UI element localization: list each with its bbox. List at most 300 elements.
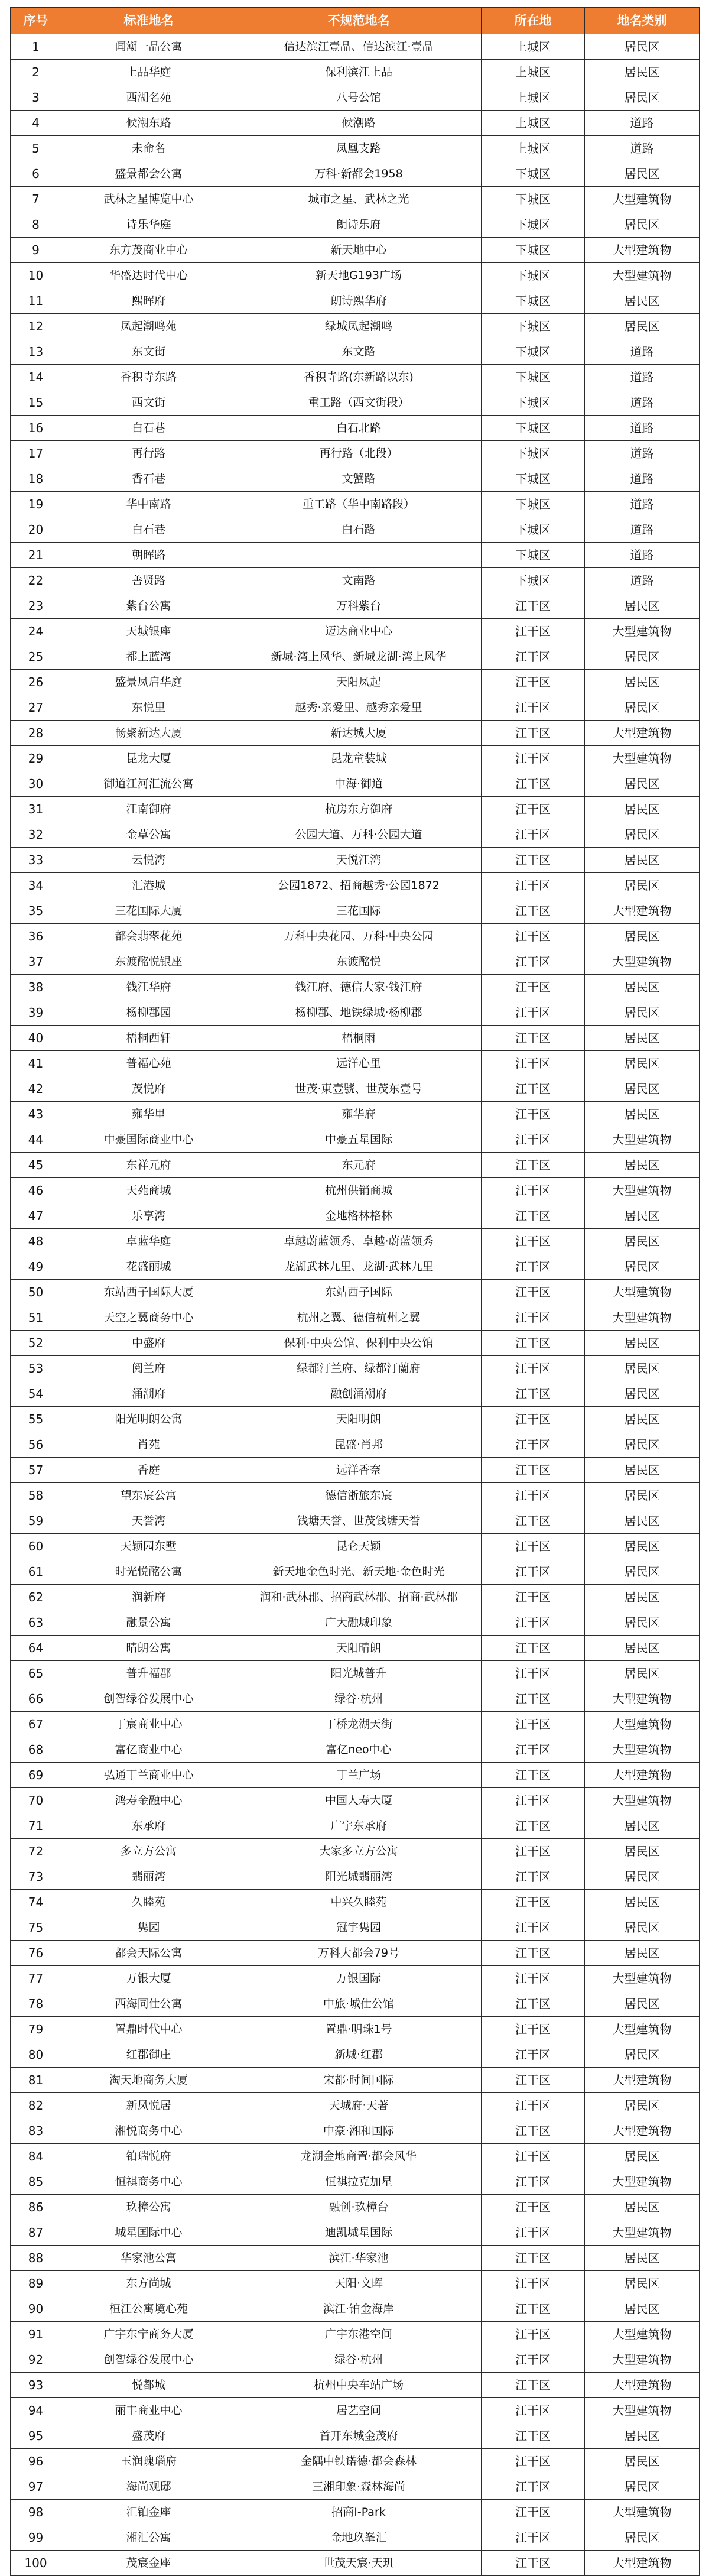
nonstandard-name-cell: 保利·中央公馆、保利中央公馆 — [236, 1331, 482, 1356]
table-row — [11, 568, 700, 593]
standard-name-cell: 东祥元府 — [61, 1153, 236, 1178]
row-index-cell: 17 — [11, 441, 61, 466]
category-cell: 居民区 — [585, 2449, 700, 2474]
standard-name-cell: 鸿寿金融中心 — [61, 1788, 236, 1813]
standard-name-cell: 东悦里 — [61, 695, 236, 721]
category-cell: 道路 — [585, 441, 700, 466]
standard-name-cell: 中盛府 — [61, 1331, 236, 1356]
row-index-cell: 83 — [11, 2118, 61, 2144]
district-cell: 江干区 — [482, 1076, 585, 1102]
category-cell: 大型建筑物 — [585, 949, 700, 975]
category-cell: 居民区 — [585, 314, 700, 339]
standard-name-cell: 未命名 — [61, 136, 236, 161]
row-index-cell: 52 — [11, 1331, 61, 1356]
district-cell: 江干区 — [482, 2118, 585, 2144]
row-index-cell: 86 — [11, 2195, 61, 2220]
table-row — [11, 1407, 700, 1432]
category-cell: 道路 — [585, 111, 700, 136]
standard-name-cell: 铂瑞悦府 — [61, 2144, 236, 2169]
nonstandard-name-cell: 中兴久睦苑 — [236, 1890, 482, 1915]
district-cell: 江干区 — [482, 619, 585, 644]
district-cell: 江干区 — [482, 1991, 585, 2017]
table-row — [11, 1915, 700, 1941]
standard-name-cell: 多立方公寓 — [61, 1839, 236, 1864]
category-cell: 居民区 — [585, 1813, 700, 1839]
standard-name-cell: 普福心苑 — [61, 1051, 236, 1076]
table-row — [11, 1051, 700, 1076]
standard-name-cell: 创智绿谷发展中心 — [61, 2347, 236, 2373]
category-cell: 居民区 — [585, 593, 700, 619]
row-index-cell: 28 — [11, 721, 61, 746]
standard-name-cell: 云悦湾 — [61, 848, 236, 873]
row-index-cell: 56 — [11, 1432, 61, 1458]
standard-name-cell: 阳光明朗公寓 — [61, 1407, 236, 1432]
row-index-cell: 95 — [11, 2423, 61, 2449]
standard-name-cell: 卓蓝华庭 — [61, 1229, 236, 1254]
category-cell: 居民区 — [585, 1051, 700, 1076]
standard-name-cell: 东渡酩悦银座 — [61, 949, 236, 975]
category-cell: 大型建筑物 — [585, 1178, 700, 1203]
district-cell: 江干区 — [482, 2195, 585, 2220]
row-index-cell: 20 — [11, 517, 61, 543]
standard-name-cell: 钱江华府 — [61, 975, 236, 1000]
header-standard-name: 标准地名 — [61, 8, 236, 34]
nonstandard-name-cell: 昆仑天颖 — [236, 1534, 482, 1559]
nonstandard-name-cell: 龙湖武林九里、龙湖·武林九里 — [236, 1254, 482, 1280]
standard-name-cell: 东文街 — [61, 339, 236, 365]
district-cell: 下城区 — [482, 568, 585, 593]
row-index-cell: 93 — [11, 2373, 61, 2398]
category-cell: 居民区 — [585, 924, 700, 949]
standard-name-cell: 天颖园东墅 — [61, 1534, 236, 1559]
nonstandard-name-cell: 天阳明朗 — [236, 1407, 482, 1432]
nonstandard-name-cell: 富亿neo中心 — [236, 1737, 482, 1763]
standard-name-cell: 弘通丁兰商业中心 — [61, 1763, 236, 1788]
standard-name-cell: 汇港城 — [61, 873, 236, 898]
standard-name-cell: 置鼎时代中心 — [61, 2017, 236, 2042]
category-cell: 大型建筑物 — [585, 2068, 700, 2093]
table-row — [11, 1178, 700, 1203]
nonstandard-name-cell: 昆盛·肖邦 — [236, 1432, 482, 1458]
standard-name-cell: 肖苑 — [61, 1432, 236, 1458]
table-row — [11, 136, 700, 161]
category-cell: 居民区 — [585, 1076, 700, 1102]
table-row — [11, 263, 700, 288]
table-row — [11, 1483, 700, 1508]
nonstandard-name-cell: 朗诗熙华府 — [236, 288, 482, 314]
nonstandard-name-cell: 金地格林格林 — [236, 1203, 482, 1229]
nonstandard-name-cell: 新城·湾上风华、新城龙湖·湾上风华 — [236, 644, 482, 670]
district-cell: 江干区 — [482, 1483, 585, 1508]
table-row — [11, 644, 700, 670]
category-cell: 居民区 — [585, 1839, 700, 1864]
nonstandard-name-cell: 城市之星、武林之光 — [236, 187, 482, 212]
row-index-cell: 7 — [11, 187, 61, 212]
table-row — [11, 924, 700, 949]
standard-name-cell: 晴朗公寓 — [61, 1636, 236, 1661]
category-cell: 大型建筑物 — [585, 1305, 700, 1331]
district-cell: 江干区 — [482, 771, 585, 797]
nonstandard-name-cell: 东渡酩悦 — [236, 949, 482, 975]
category-cell: 居民区 — [585, 1508, 700, 1534]
standard-name-cell: 上品华庭 — [61, 60, 236, 85]
district-cell: 江干区 — [482, 1941, 585, 1966]
category-cell: 居民区 — [585, 670, 700, 695]
table-row — [11, 1458, 700, 1483]
table-row — [11, 2500, 700, 2525]
district-cell: 江干区 — [482, 2525, 585, 2551]
district-cell: 江干区 — [482, 2423, 585, 2449]
table-row — [11, 1432, 700, 1458]
nonstandard-name-cell: 德信浙旅东宸 — [236, 1483, 482, 1508]
table-row — [11, 1864, 700, 1890]
table-row — [11, 238, 700, 263]
district-cell: 江干区 — [482, 2144, 585, 2169]
table-row — [11, 1991, 700, 2017]
district-cell: 江干区 — [482, 1737, 585, 1763]
district-cell: 江干区 — [482, 2500, 585, 2525]
district-cell: 上城区 — [482, 85, 585, 111]
table-row — [11, 2042, 700, 2068]
standard-name-cell: 东站西子国际大厦 — [61, 1280, 236, 1305]
district-cell: 江干区 — [482, 873, 585, 898]
row-index-cell: 80 — [11, 2042, 61, 2068]
row-index-cell: 92 — [11, 2347, 61, 2373]
table-row — [11, 1127, 700, 1153]
table-row — [11, 2551, 700, 2576]
table-row — [11, 212, 700, 238]
district-cell: 江干区 — [482, 1686, 585, 1712]
nonstandard-name-cell: 润和·武林郡、招商武林郡、招商·武林郡 — [236, 1585, 482, 1610]
row-index-cell: 76 — [11, 1941, 61, 1966]
district-cell: 江干区 — [482, 2474, 585, 2500]
table-row — [11, 1839, 700, 1864]
standard-name-cell: 御道江河汇流公寓 — [61, 771, 236, 797]
nonstandard-name-cell: 天悦江湾 — [236, 848, 482, 873]
nonstandard-name-cell: 新城·红郡 — [236, 2042, 482, 2068]
row-index-cell: 18 — [11, 466, 61, 492]
district-cell: 上城区 — [482, 60, 585, 85]
category-cell: 大型建筑物 — [585, 1966, 700, 1991]
standard-name-cell: 桓江公寓境心苑 — [61, 2296, 236, 2322]
category-cell: 居民区 — [585, 1229, 700, 1254]
district-cell: 江干区 — [482, 721, 585, 746]
nonstandard-name-cell: 冠宇隽园 — [236, 1915, 482, 1941]
table-row — [11, 1229, 700, 1254]
standard-name-cell: 天城银座 — [61, 619, 236, 644]
nonstandard-name-cell: 绿都汀兰府、绿都汀蘭府 — [236, 1356, 482, 1381]
district-cell: 江干区 — [482, 949, 585, 975]
row-index-cell: 55 — [11, 1407, 61, 1432]
nonstandard-name-cell: 卓越蔚蓝领秀、卓越·蔚蓝领秀 — [236, 1229, 482, 1254]
standard-name-cell: 华中南路 — [61, 492, 236, 517]
row-index-cell: 11 — [11, 288, 61, 314]
standard-name-cell: 湘悦商务中心 — [61, 2118, 236, 2144]
category-cell: 道路 — [585, 568, 700, 593]
table-row — [11, 288, 700, 314]
standard-name-cell: 熙晖府 — [61, 288, 236, 314]
district-cell: 下城区 — [482, 416, 585, 441]
standard-name-cell: 红郡御庄 — [61, 2042, 236, 2068]
nonstandard-name-cell: 朗诗乐府 — [236, 212, 482, 238]
nonstandard-name-cell: 中海·御道 — [236, 771, 482, 797]
row-index-cell: 74 — [11, 1890, 61, 1915]
header-index: 序号 — [11, 8, 61, 34]
nonstandard-name-cell: 杭房东方御府 — [236, 797, 482, 822]
row-index-cell: 12 — [11, 314, 61, 339]
table-row — [11, 2195, 700, 2220]
table-row — [11, 1941, 700, 1966]
district-cell: 下城区 — [482, 161, 585, 187]
standard-name-cell: 花盛丽城 — [61, 1254, 236, 1280]
row-index-cell: 59 — [11, 1508, 61, 1534]
nonstandard-name-cell: 龙湖金地商置·都会风华 — [236, 2144, 482, 2169]
district-cell: 江干区 — [482, 1559, 585, 1585]
row-index-cell: 19 — [11, 492, 61, 517]
nonstandard-name-cell: 融创·玖樟台 — [236, 2195, 482, 2220]
category-cell: 大型建筑物 — [585, 2551, 700, 2576]
standard-name-cell: 广宇东宁商务大厦 — [61, 2322, 236, 2347]
standard-name-cell: 香积寺东路 — [61, 365, 236, 390]
category-cell: 居民区 — [585, 288, 700, 314]
row-index-cell: 65 — [11, 1661, 61, 1686]
nonstandard-name-cell: 丁桥龙湖天街 — [236, 1712, 482, 1737]
row-index-cell: 50 — [11, 1280, 61, 1305]
category-cell: 居民区 — [585, 1102, 700, 1127]
row-index-cell: 3 — [11, 85, 61, 111]
nonstandard-name-cell: 文蟹路 — [236, 466, 482, 492]
category-cell: 居民区 — [585, 1153, 700, 1178]
nonstandard-name-cell: 金地玖峯汇 — [236, 2525, 482, 2551]
district-cell: 上城区 — [482, 34, 585, 60]
category-cell: 居民区 — [585, 1585, 700, 1610]
standard-name-cell: 湘汇公寓 — [61, 2525, 236, 2551]
nonstandard-name-cell: 东文路 — [236, 339, 482, 365]
row-index-cell: 40 — [11, 1026, 61, 1051]
category-cell: 大型建筑物 — [585, 2169, 700, 2195]
category-cell: 道路 — [585, 543, 700, 568]
row-index-cell: 66 — [11, 1686, 61, 1712]
district-cell: 江干区 — [482, 1280, 585, 1305]
row-index-cell: 51 — [11, 1305, 61, 1331]
district-cell: 江干区 — [482, 1102, 585, 1127]
category-cell: 居民区 — [585, 60, 700, 85]
category-cell: 居民区 — [585, 2195, 700, 2220]
nonstandard-name-cell: 杭州中央车站广场 — [236, 2373, 482, 2398]
standard-name-cell: 江南御府 — [61, 797, 236, 822]
category-cell: 大型建筑物 — [585, 1280, 700, 1305]
table-row — [11, 619, 700, 644]
district-cell: 江干区 — [482, 2296, 585, 2322]
district-cell: 江干区 — [482, 1458, 585, 1483]
table-row — [11, 797, 700, 822]
district-cell: 下城区 — [482, 390, 585, 416]
category-cell: 大型建筑物 — [585, 1686, 700, 1712]
row-index-cell: 100 — [11, 2551, 61, 2576]
district-cell: 江干区 — [482, 1127, 585, 1153]
district-cell: 江干区 — [482, 1254, 585, 1280]
header-row — [11, 8, 700, 34]
category-cell: 大型建筑物 — [585, 238, 700, 263]
nonstandard-name-cell: 三湘印象·森林海尚 — [236, 2474, 482, 2500]
nonstandard-name-cell: 白石路 — [236, 517, 482, 543]
district-cell: 下城区 — [482, 263, 585, 288]
table-row — [11, 1381, 700, 1407]
table-row — [11, 949, 700, 975]
row-index-cell: 43 — [11, 1102, 61, 1127]
row-index-cell: 33 — [11, 848, 61, 873]
district-cell: 江干区 — [482, 2246, 585, 2271]
standard-name-cell: 白石巷 — [61, 517, 236, 543]
standard-name-cell: 东承府 — [61, 1813, 236, 1839]
category-cell: 居民区 — [585, 212, 700, 238]
table-row — [11, 2423, 700, 2449]
category-cell: 大型建筑物 — [585, 2322, 700, 2347]
nonstandard-name-cell: 杭州供销商城 — [236, 1178, 482, 1203]
row-index-cell: 41 — [11, 1051, 61, 1076]
standard-name-cell: 西海同仕公寓 — [61, 1991, 236, 2017]
category-cell: 居民区 — [585, 2296, 700, 2322]
table-row — [11, 2525, 700, 2551]
nonstandard-name-cell: 远洋心里 — [236, 1051, 482, 1076]
nonstandard-name-cell: 万科中央花园、万科·中央公园 — [236, 924, 482, 949]
table-row — [11, 390, 700, 416]
district-cell: 下城区 — [482, 339, 585, 365]
table-row — [11, 2322, 700, 2347]
table-row — [11, 2017, 700, 2042]
nonstandard-name-cell: 公园大道、万科·公园大道 — [236, 822, 482, 848]
nonstandard-name-cell: 再行路（北段） — [236, 441, 482, 466]
category-cell: 道路 — [585, 492, 700, 517]
nonstandard-name-cell: 首开东城金茂府 — [236, 2423, 482, 2449]
row-index-cell: 47 — [11, 1203, 61, 1229]
row-index-cell: 81 — [11, 2068, 61, 2093]
standard-name-cell: 普升福郡 — [61, 1661, 236, 1686]
row-index-cell: 72 — [11, 1839, 61, 1864]
district-cell: 下城区 — [482, 365, 585, 390]
district-cell: 江干区 — [482, 644, 585, 670]
table-row — [11, 2093, 700, 2118]
category-cell: 居民区 — [585, 34, 700, 60]
category-cell: 居民区 — [585, 1559, 700, 1585]
table-row — [11, 975, 700, 1000]
district-cell: 江干区 — [482, 2169, 585, 2195]
standard-name-cell: 久睦苑 — [61, 1890, 236, 1915]
district-cell: 江干区 — [482, 2068, 585, 2093]
table-row — [11, 2068, 700, 2093]
district-cell: 下城区 — [482, 212, 585, 238]
table-row — [11, 1763, 700, 1788]
nonstandard-name-cell: 滨江·铂金海岸 — [236, 2296, 482, 2322]
row-index-cell: 42 — [11, 1076, 61, 1102]
district-cell: 上城区 — [482, 111, 585, 136]
standard-name-cell: 新凤悦居 — [61, 2093, 236, 2118]
standard-name-cell: 都会天际公寓 — [61, 1941, 236, 1966]
nonstandard-name-cell: 杨柳郡、地铁绿城·杨柳郡 — [236, 1000, 482, 1026]
standard-name-cell: 候潮东路 — [61, 111, 236, 136]
table-row — [11, 466, 700, 492]
district-cell: 江干区 — [482, 1661, 585, 1686]
row-index-cell: 10 — [11, 263, 61, 288]
standard-name-cell: 时光悦酩公寓 — [61, 1559, 236, 1585]
standard-name-cell: 盛景都会公寓 — [61, 161, 236, 187]
district-cell: 下城区 — [482, 238, 585, 263]
nonstandard-name-cell — [236, 543, 482, 568]
category-cell: 大型建筑物 — [585, 2373, 700, 2398]
table-row — [11, 721, 700, 746]
table-row — [11, 1203, 700, 1229]
category-cell: 大型建筑物 — [585, 1763, 700, 1788]
row-index-cell: 63 — [11, 1610, 61, 1636]
table-row — [11, 111, 700, 136]
category-cell: 大型建筑物 — [585, 1712, 700, 1737]
standard-name-cell: 望东宸公寓 — [61, 1483, 236, 1508]
table-row — [11, 1661, 700, 1686]
standard-name-cell: 华盛达时代中心 — [61, 263, 236, 288]
district-cell: 江干区 — [482, 1508, 585, 1534]
header-nonstandard-name: 不规范地名 — [236, 8, 482, 34]
nonstandard-name-cell: 凤凰支路 — [236, 136, 482, 161]
nonstandard-name-cell: 丁兰广场 — [236, 1763, 482, 1788]
row-index-cell: 97 — [11, 2474, 61, 2500]
district-cell: 江干区 — [482, 2347, 585, 2373]
nonstandard-name-cell: 香积寺路(东新路以东) — [236, 365, 482, 390]
nonstandard-name-cell: 远洋香奈 — [236, 1458, 482, 1483]
standard-name-cell: 雍华里 — [61, 1102, 236, 1127]
category-cell: 道路 — [585, 136, 700, 161]
category-cell: 大型建筑物 — [585, 2118, 700, 2144]
row-index-cell: 23 — [11, 593, 61, 619]
district-cell: 江干区 — [482, 670, 585, 695]
row-index-cell: 34 — [11, 873, 61, 898]
nonstandard-name-cell: 文南路 — [236, 568, 482, 593]
standard-name-cell: 紫台公寓 — [61, 593, 236, 619]
nonstandard-name-cell: 白石北路 — [236, 416, 482, 441]
nonstandard-name-cell: 新天地金色时光、新天地·金色时光 — [236, 1559, 482, 1585]
row-index-cell: 82 — [11, 2093, 61, 2118]
table-row — [11, 2398, 700, 2423]
table-row — [11, 1737, 700, 1763]
row-index-cell: 85 — [11, 2169, 61, 2195]
row-index-cell: 29 — [11, 746, 61, 771]
standard-name-cell: 诗乐华庭 — [61, 212, 236, 238]
nonstandard-name-cell: 八号公馆 — [236, 85, 482, 111]
nonstandard-name-cell: 钱塘天誉、世茂钱塘天誉 — [236, 1508, 482, 1534]
table-row — [11, 2271, 700, 2296]
nonstandard-name-cell: 广宇东港空间 — [236, 2322, 482, 2347]
table-row — [11, 1534, 700, 1559]
row-index-cell: 25 — [11, 644, 61, 670]
category-cell: 居民区 — [585, 161, 700, 187]
table-row — [11, 2449, 700, 2474]
standard-name-cell: 西文街 — [61, 390, 236, 416]
header-district: 所在地 — [482, 8, 585, 34]
table-row — [11, 161, 700, 187]
district-cell: 江干区 — [482, 797, 585, 822]
category-cell: 道路 — [585, 390, 700, 416]
standard-name-cell: 丽丰商业中心 — [61, 2398, 236, 2423]
row-index-cell: 2 — [11, 60, 61, 85]
row-index-cell: 77 — [11, 1966, 61, 1991]
standard-name-cell: 玉润瑰瑙府 — [61, 2449, 236, 2474]
row-index-cell: 91 — [11, 2322, 61, 2347]
row-index-cell: 62 — [11, 1585, 61, 1610]
standard-name-cell: 城星国际中心 — [61, 2220, 236, 2246]
category-cell: 大型建筑物 — [585, 1788, 700, 1813]
row-index-cell: 35 — [11, 898, 61, 924]
standard-name-cell: 汇铂金座 — [61, 2500, 236, 2525]
standard-name-cell: 淘天地商务大厦 — [61, 2068, 236, 2093]
